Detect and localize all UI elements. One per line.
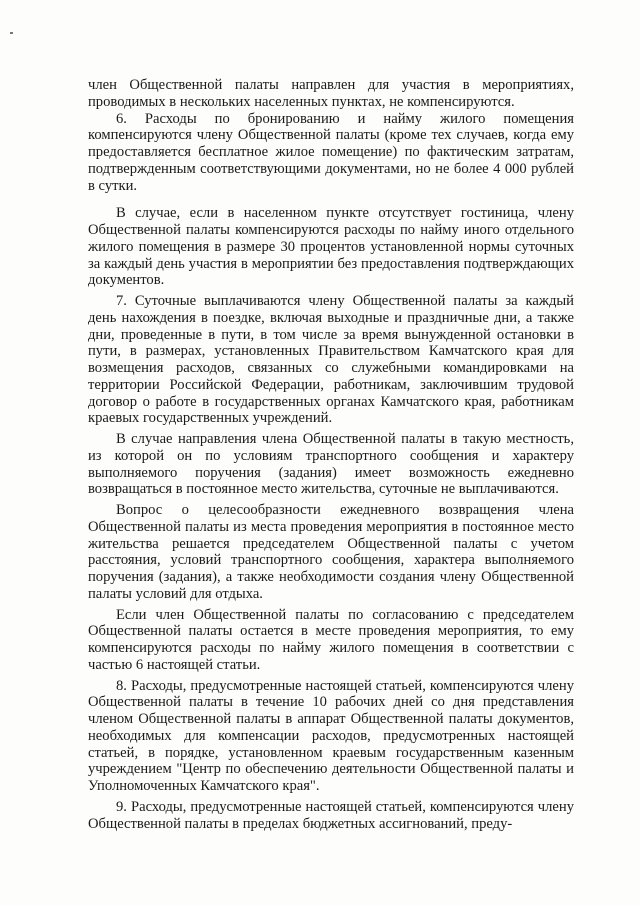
paragraph-daily-return: В случае направления члена Общественной палаты в такую местность, из которой он по условиям транспортного сообщения и характеру выполняемого поручения (задания) имеет возможность ежедневно возвращаться в постоянное место жительства, суточные не выплачиваются. [88, 431, 574, 498]
paragraph-no-hotel: В случае, если в населенном пункте отсутствует гостиница, члену Общественной палаты компенсируются расходы по найму иного отдельного жилого помещения в размере 30 процентов установленной нормы суточных за каждый день участия в мероприятии без предоставления подтверждающих документов. [88, 205, 574, 289]
paragraph-continuation: член Общественной палаты направлен для участия в мероприятиях, проводимых в нескольких населенных пунктах, не компенсируются. [88, 77, 574, 110]
paragraph-item-8: 8. Расходы, предусмотренные настоящей статьей, компенсируются члену Общественной палаты в течение 10 рабочих дней со дня представления членом Общественной палаты в аппарат Общественной палаты документов, необходимых для компенсации расходов, предусмотренных настоящей статьей, в порядке, установленном краевым государственным казенным учреждением "Центр по обеспечению деятельности Общественной палаты и Уполномоченных Камчатского края". [88, 677, 574, 794]
paragraph-stay-agreement: Если член Общественной палаты по согласованию с председателем Общественной палаты остается в месте проведения мероприятия, то ему компенсируются расходы по найму жилого помещения в соответствии с частью 6 настоящей статьи. [88, 606, 574, 673]
scan-mark [10, 32, 13, 34]
paragraph-item-7: 7. Суточные выплачиваются члену Общественной палаты за каждый день нахождения в поездке, включая выходные и праздничные дни, а также дни, проведенные в пути, в том числе за время вынужденной остановки в пути, в размерах, установленных Правительством Камчатского края для возмещения расходов, связанных со служебными командировками на территории Российской Федерации, работникам, заключившим трудовой договор о работе в государственных органах Камчатского края, работникам краевых государственных учреждений. [88, 293, 574, 427]
paragraph-item-9: 9. Расходы, предусмотренные настоящей статьей, компенсируются члену Общественной палаты в пределах бюджетных ассигнований, преду- [88, 798, 574, 832]
paragraph-item-6: 6. Расходы по бронированию и найму жилого помещения компенсируются члену Общественной палаты (кроме тех случаев, когда ему предоставляется бесплатное жилое помещение) по фактическим затратам, подтвержденным соответствующими документами, но не более 4 000 рублей в сутки. [88, 110, 574, 194]
paragraph-return-question: Вопрос о целесообразности ежедневного возвращения члена Общественной палаты из места проведения мероприятия в постоянное место жительства решается председателем Общественной палаты с учетом расстояния, условий транспортного сообщения, характера выполняемого поручения (задания), а также необходимости создания члену Общественной палаты условий для отдыха. [88, 502, 574, 602]
document-body [88, 77, 574, 832]
